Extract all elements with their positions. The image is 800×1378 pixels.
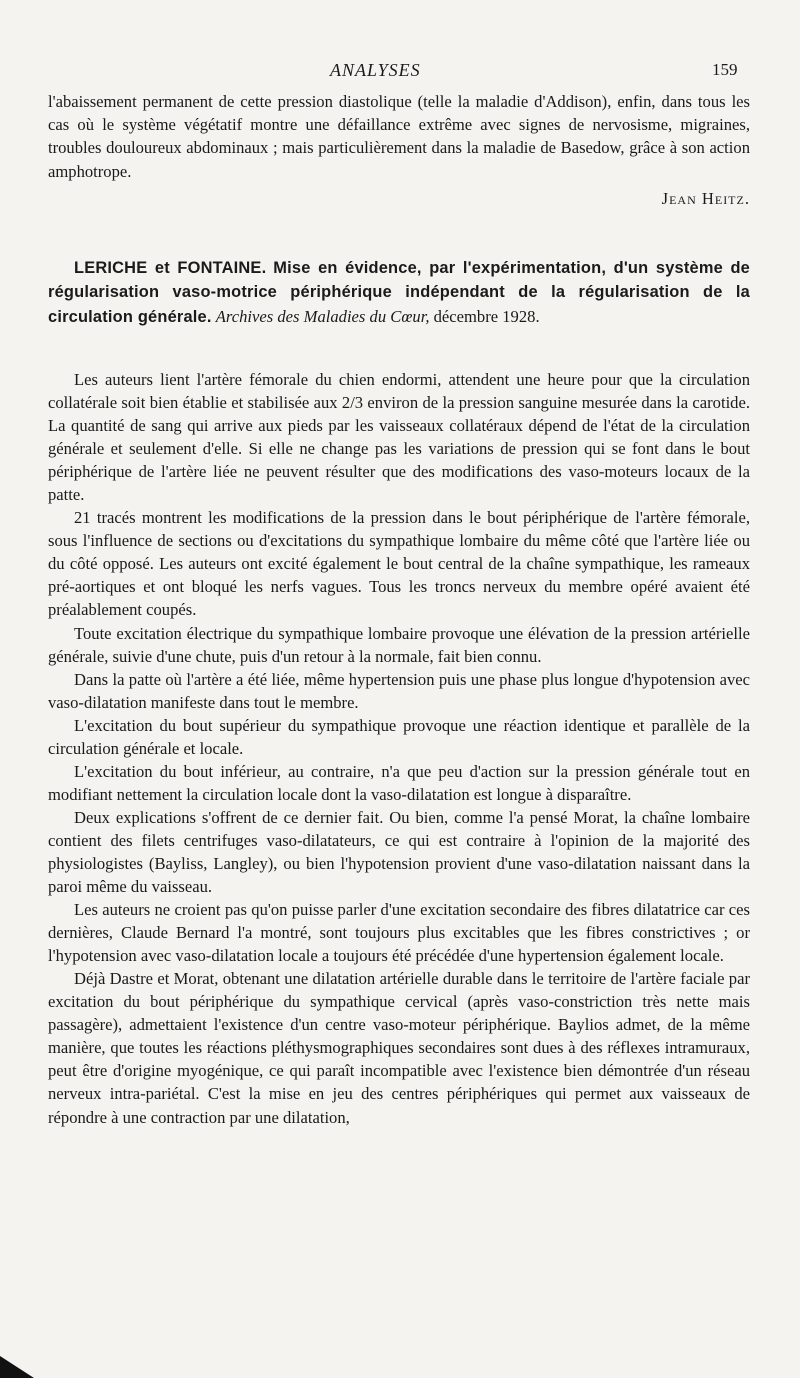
article-heading [48,256,750,329]
body-paragraph: Déjà Dastre et Morat, obtenant une dilatation artérielle durable dans le territoire de l'artère faciale par excitation du bout périphérique du sympathique cervical (après vaso-constriction très nette mais passagère), admettaient l'existence d'un centre vaso-moteur périphérique. Baylios admet, de la même manière, que toutes les réactions pléthysmographiques secondaires sont dues à des réflexes intramuraux, peut être d'origine myogénique, ce qui paraît incompatible avec l'existence bien démontrée d'un réseau nerveux intra-pariétal. C'est la mise en jeu des centres périphériques qui permet aux vaisseaux de répondre à une contraction par une dilatation, [48,969,750,1127]
running-head: ANALYSES [330,60,421,80]
article-title: Mise en évidence, par l'expérimentation, d'un système de régularisation vaso-motrice périphérique indépendant de la régularisation de la circulation générale. [48,259,750,326]
previous-article-paragraph: l'abaissement permanent de cette pression diastolique (telle la maladie d'Addison), enfin, dans tous les cas où le système végétatif montre une défaillance extrême avec signes de nervosisme, migraines, troubles douloureux abdominaux ; mais particulièrement dans la maladie de Basedow, grâce à son action amphotrope. [48,92,750,181]
body-paragraph: L'excitation du bout supérieur du sympathique provoque une réaction identique et parallèle de la circulation générale et locale. [48,715,750,758]
article-body [48,368,750,1129]
publication-date: décembre 1928. [433,306,540,326]
article-citation [48,256,750,329]
body-paragraph: Les auteurs ne croient pas qu'on puisse parler d'une excitation secondaire des fibres dilatatrice car ces dernières, Claude Bernard l'a montré, sont toujours plus excitables que les fibres constrictives ; or l'hypotension avec vaso-dilatation locale a toujours été précédée d'une hypertension également locale. [48,900,750,966]
scan-edge-shadow [0,1356,34,1378]
body-paragraph: Toute excitation électrique du sympathique lombaire provoque une élévation de la pression artérielle générale, suivie d'une chute, puis d'un retour à la normale, fait bien connu. [48,623,750,666]
body-paragraph: 21 tracés montrent les modifications de la pression dans le bout périphérique de l'artère fémorale, sous l'influence de sections ou d'excitations du sympathique lombaire du même côté que l'artère liée ou du côté opposé. Les auteurs ont excité également le bout central de la chaîne sympathique, les rameaux pré-aortiques et ont bloqué les nerfs vagues. Tous les troncs nerveux du membre opéré avaient été préalablement coupés. [48,508,750,620]
body-paragraph: Deux explications s'offrent de ce dernier fait. Ou bien, comme l'a pensé Morat, la chaîne lombaire contient des filets centrifuges vaso-dilatateurs, ce qui est contraire à l'opinion de la majorité des physiologistes (Bayliss, Langley), ou bien l'hypotension provient d'une vaso-dilatation naissant dans la paroi même du vaisseau. [48,807,750,897]
article-authors: LERICHE et FONTAINE. [74,259,267,277]
page-header [0,60,800,86]
page-number: 159 [712,60,738,79]
body-paragraph: Les auteurs lient l'artère fémorale du chien endormi, attendent une heure pour que la circulation collatérale soit bien établie et stabilisée aux 2/3 environ de la pression sanguine mesurée dans la carotide. La quantité de sang qui arrive aux pieds par les vaisseaux collatéraux dépend de l'état de la circulation générale et seulement d'elle. Si elle ne change pas les variations de pression qui se font dans le bout périphérique de l'artère liée ne peuvent résulter que des modifications des vaso-moteurs locaux de la patte. [48,370,750,505]
body-paragraph: Dans la patte où l'artère a été liée, même hypertension puis une phase plus longue d'hypotension avec vaso-dilatation manifeste dans tout le membre. [48,669,750,712]
author-signature: Jean Heitz. [661,188,750,208]
body-paragraph: L'excitation du bout inférieur, au contraire, n'a que peu d'action sur la pression générale tout en modifiant nettement la circulation locale dont la vaso-dilatation est longue à disparaître. [48,761,750,804]
previous-article-end [48,90,750,210]
journal-name: Archives des Maladies du Cœur, [215,306,430,326]
